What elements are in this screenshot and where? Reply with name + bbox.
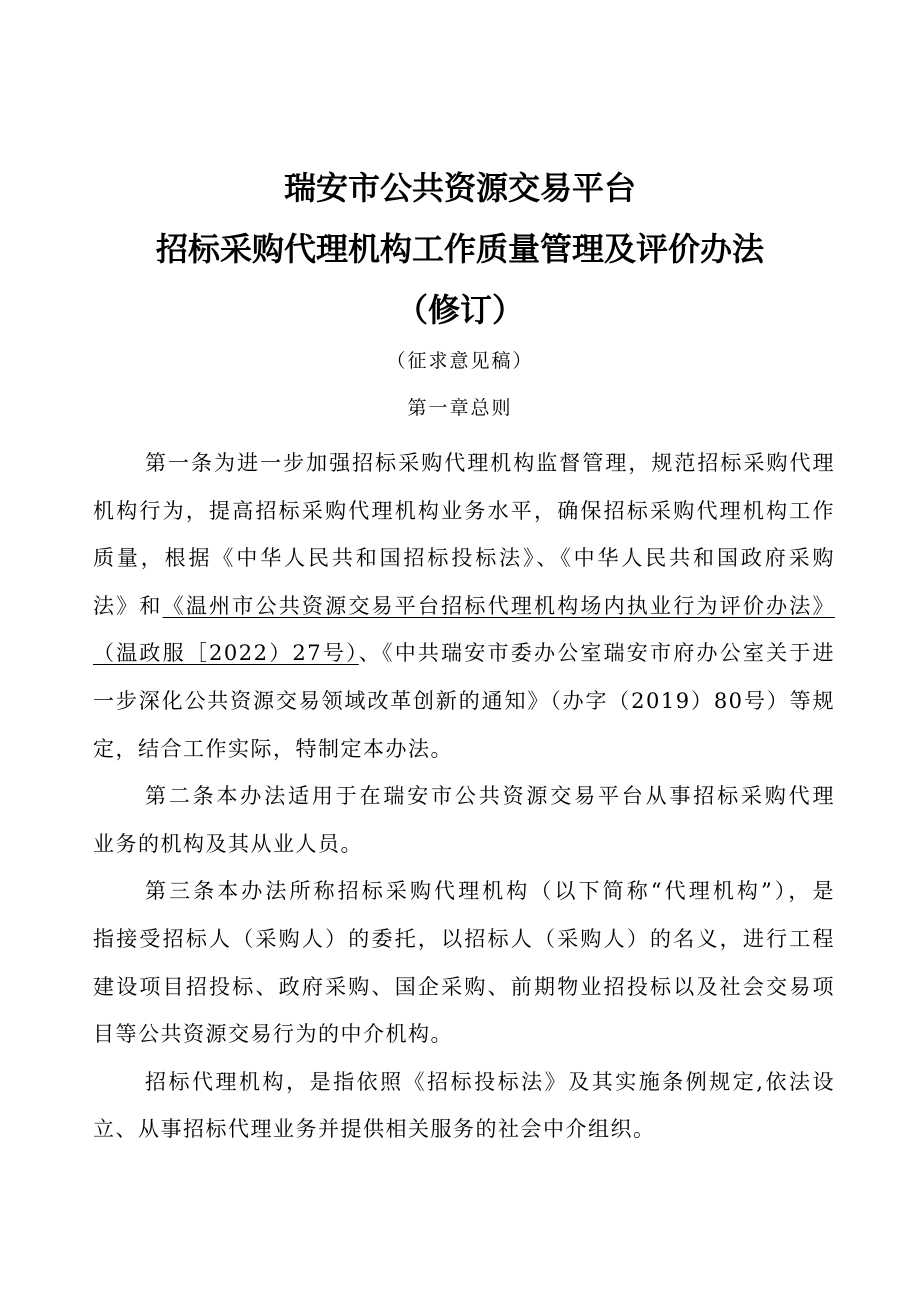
article-3-line-2: 指接受招标人（采购人）的委托，以招标人（采购人）的名义，进行工程 xyxy=(93,926,835,951)
article-3-definition xyxy=(93,1059,835,1154)
title-line-1: 瑞安市公共资源交易平台 xyxy=(283,169,636,207)
article-3-line-4: 目等公共资源交易行为的中介机构。 xyxy=(93,1022,453,1047)
document-body xyxy=(93,440,835,1154)
article-2 xyxy=(93,773,835,868)
referenced-regulation-number: （温政服［2022）27号） xyxy=(93,641,359,666)
article-1-line-4 xyxy=(93,583,835,631)
article-3 xyxy=(93,868,835,1058)
article-1 xyxy=(93,440,835,773)
article-1-line-1: 第一条为进一步加强招标采购代理机构监督管理，规范招标采购代理 xyxy=(145,451,835,475)
draft-label: （征求意见稿） xyxy=(386,350,534,372)
article-3-line-3: 建设项目招投标、政府采购、国企采购、前期物业招投标以及社会交易项 xyxy=(93,974,835,999)
referenced-regulation-title: 《温州市公共资源交易平台招标代理机构场内执业行为评价办法》 xyxy=(162,593,835,618)
title-line-3: （修订） xyxy=(395,291,524,329)
definition-line-1: 招标代理机构，是指依照《招标投标法》及其实施条例规定,依法设 xyxy=(145,1069,835,1094)
article-1-line-2: 机构行为，提高招标采购代理机构业务水平，确保招标采购代理机构工作 xyxy=(93,498,835,523)
article-3-line-1: 第三条本办法所称招标采购代理机构（以下简称“代理机构”），是 xyxy=(145,879,835,904)
article-1-line-7: 定，结合工作实际，特制定本办法。 xyxy=(93,736,453,761)
article-1-line-5 xyxy=(93,630,835,678)
chapter-heading: 第一章总则 xyxy=(407,397,513,419)
article-1-line-4-lead: 法》和 xyxy=(93,593,163,618)
article-1-line-3: 质量，根据《中华人民共和国招标投标法》、《中华人民共和国政府采购 xyxy=(93,546,835,571)
article-1-line-6: 一步深化公共资源交易领域改革创新的通知》（办字（2019）80号）等规 xyxy=(93,688,835,713)
definition-line-2: 立、从事招标代理业务并提供相关服务的社会中介组织。 xyxy=(93,1117,656,1142)
title-line-2: 招标采购代理机构工作质量管理及评价办法 xyxy=(155,230,764,268)
article-2-line-1: 第二条本办法适用于在瑞安市公共资源交易平台从事招标采购代理 xyxy=(145,784,835,809)
article-2-line-2: 业务的机构及其从业人员。 xyxy=(93,831,363,856)
article-1-line-5-tail: 、《中共瑞安市委办公室瑞安市府办公室关于进 xyxy=(358,641,835,666)
